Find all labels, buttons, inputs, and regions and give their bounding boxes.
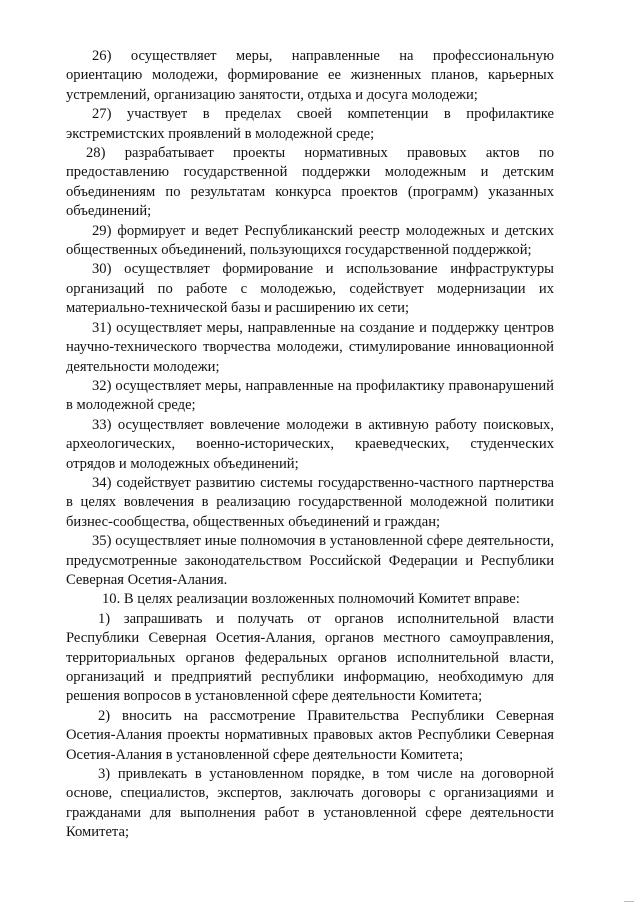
paragraph-item-35: 35) осуществляет иные полномочия в установленной сфере деятельности, предусмотренные законодательством Российской Федерации и Республики Северная Осетия-Алания. — [66, 533, 554, 588]
right-item-3: 3) привлекать в установленном порядке, в том числе на договорной основе, специалистов, экспертов, заключать договоры с организациями и гражданами для выполнения работ в установленной сфере деятельности Комитета; — [66, 766, 554, 841]
paragraph-item-34: 34) содействует развитию системы государственно-частного партнерства в целях вовлечения в реализацию государственной молодежной политики бизнес-сообщества, общественных объединений и граждан; — [66, 474, 554, 530]
paragraph-item-32: 32) осуществляет меры, направленные на профилактику правонарушений в молодежной среде; — [66, 377, 554, 414]
paragraph-item-33: 33) осуществляет вовлечение молодежи в активную работу поисковых, археологических, военно-исторических, краеведческих, студенческих отрядов и молодежных объединений; — [66, 416, 554, 472]
right-item-2: 2) вносить на рассмотрение Правительства Республики Северная Осетия-Алания проекты нормативных правовых актов Республики Северная Осетия-Алания в установленной сфере деятельности Комитета; — [66, 707, 554, 763]
paragraph-item-26: 26) осуществляет меры, направленные на профессиональную ориентацию молодежи, формирование ее жизненных планов, карьерных устремлений, организацию занятости, отдыха и досуга молодежи; — [66, 48, 554, 103]
scan-edge-mark — [624, 901, 634, 902]
paragraph-item-30: 30) осуществляет формирование и использование инфраструктуры организаций по работе с молодежью, содействует модернизации их материально-технической базы и расширению их сети; — [66, 261, 554, 317]
paragraph-item-28: 28) разрабатывает проекты нормативных правовых актов по предоставлению государственной поддержки молодежным и детским объединениям по результатам конкурса проектов (программ) указанных объединений; — [66, 145, 554, 220]
paragraph-item-29: 29) формирует и ведет Республиканский реестр молодежных и детских общественных объединений, пользующихся государственной поддержкой; — [66, 222, 554, 259]
document-page — [66, 47, 554, 843]
right-item-1: 1) запрашивать и получать от органов исполнительной власти Республики Северная Осетия-Алания, органов местного самоуправления, территориальных органов федеральных органов исполнительной власти, организаций и предприятий республики информацию, необходимую для решения вопросов в установленной сфере деятельности Комитета; — [66, 610, 554, 705]
paragraph-item-27: 27) участвует в пределах своей компетенции в профилактике экстремистских проявлений в молодежной среде; — [66, 106, 554, 142]
section-10-intro: 10. В целях реализации возложенных полномочий Комитет вправе: — [102, 591, 520, 608]
paragraph-item-31: 31) осуществляет меры, направленные на создание и поддержку центров научно-технического творчества молодежи, стимулирование инновационной деятельности молодежи; — [66, 319, 554, 375]
